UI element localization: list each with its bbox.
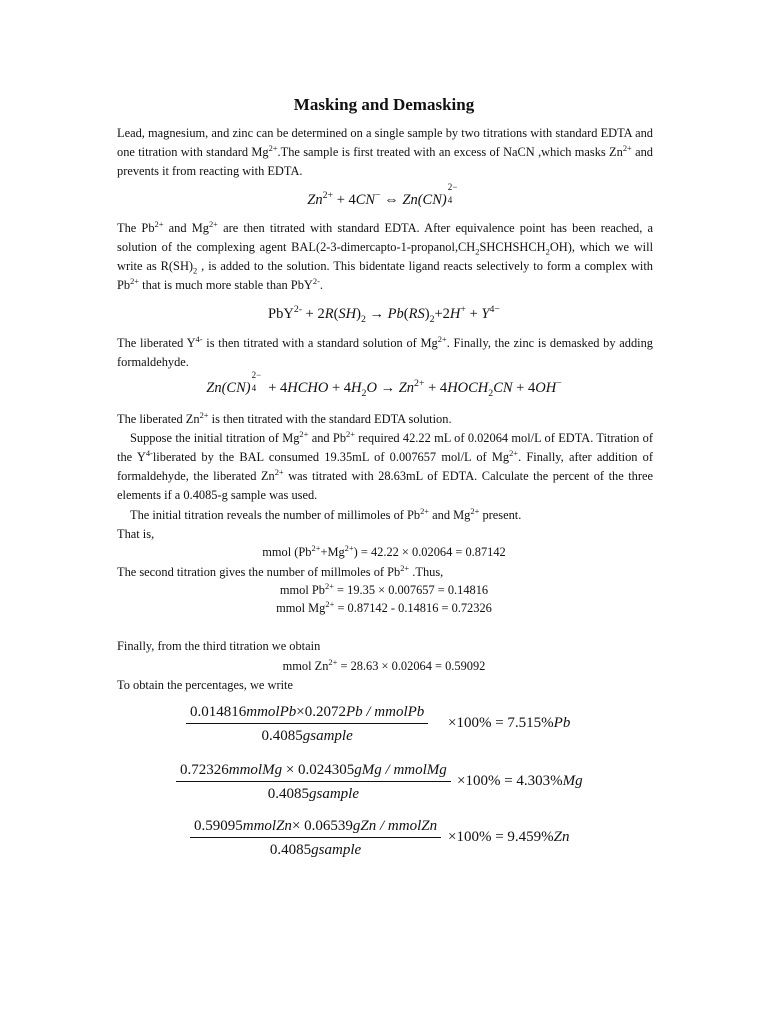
- result: ×100% = 7.515%Pb: [448, 715, 571, 731]
- page-title: Masking and Demasking: [293, 95, 475, 114]
- numerator: 0.59095mmolZn× 0.06539gZn / mmolZn: [190, 818, 441, 838]
- paragraph-third-titration: Finally, from the third titration we obtain: [117, 639, 321, 653]
- calc-mmol-pb: mmol $Pb^{2+} = 19.35 \times 0.007657 = 0.14816$: [279, 580, 489, 597]
- calc-mmol-pb-mg: mmol $(Pb^{2+}+Mg^{2+}) = 42.22 \times 0.02064 = 0.87142$: [262, 542, 506, 559]
- paragraph-second-titration: The second titration gives the number of millmoles of $Pb^{2+}$ .Thus,: [117, 562, 444, 579]
- paragraph-percentages: To obtain the percentages, we write: [117, 678, 293, 692]
- paragraph-initial-titration: The initial titration reveals the number of millimoles of $Pb^{2+}$ and $Mg^{2+}$ present.: [130, 505, 522, 522]
- numerator: 0.72326mmolMg × 0.024305gMg / mmolMg: [176, 762, 451, 782]
- fraction-percent-pb: [186, 704, 571, 744]
- fraction-percent-mg: [176, 762, 583, 802]
- equation-bal-reaction: $PbY^{2-} + 2R(SH)_2 \to Pb(RS)_2+2H^+ + Y^{4-}$: [268, 304, 500, 325]
- paragraph-problem: Suppose the initial titration of $Mg^{2+}$ and $Pb^{2+}$ required 42.22 mL of 0.02064 mol/L of EDTA. Titration of the $Y^{4-}liberated$ by the BAL consumed 19.35mL of 0.007657 mol/L of $Mg^{2+}$. Finally, after addition of formaldehyde, the liberated $Zn^{2+}$ was titrated with 28.63mL of EDTA. Calculate the percent of the three elements if a 0.4085-g sample was used.: [117, 428, 653, 502]
- equation-zinc-cyanide: $Zn^{2+} + 4CN^-$ ⇔ Zn(CN) 2− 4: [307, 182, 458, 208]
- result: ×100% = 4.303%Mg: [457, 773, 583, 789]
- denominator: 0.4085gsample: [269, 842, 362, 858]
- numerator: 0.014816mmolPb×0.2072Pb / mmolPb: [186, 704, 428, 724]
- equation-formaldehyde: Zn(CN) 2− 4 + 4HCHO + $4H_2O \to Zn^{2+}$ + $4HOCH_2CN + 4OH^-$: [206, 370, 562, 399]
- paragraph-demasking: The liberated $Y^{4-}$ is then titrated with a standard solution of $Mg^{2+}$. Finally, the zinc is demasked by adding formaldehyde.: [117, 333, 653, 369]
- fraction-percent-zn: [190, 818, 570, 858]
- calc-mmol-mg: mmol $Mg^{2+} = 0.87142 - 0.14816 = 0.72326$: [276, 598, 492, 615]
- paragraph-liberated-zinc: The liberated $Zn^{2+}$ is then titrated with the standard EDTA solution.: [117, 409, 452, 426]
- denominator: 0.4085gsample: [261, 728, 353, 744]
- denominator: 0.4085gsample: [267, 786, 360, 802]
- calc-mmol-zn: mmol $Zn^{2+} = 28.63 \times 0.02064 = 0.59092$: [282, 656, 486, 673]
- that-is-label: That is,: [117, 527, 155, 541]
- paragraph-bal: The $Pb^{2+}$ and $Mg^{2+}$ are then titrated with standard EDTA. After equivalence point has been reached, a solution of the complexing agent $BAL(2-3-dimercapto-1-propanol,CH_2SHCHSHCH_2OH)$, which we will write as $R(SH)_2$ , is added to the solution. This bidentate ligand reacts selectively to form a complex with $Pb^{2+}$ that is much more stable than PbY$^{2-}$.: [117, 218, 654, 292]
- paragraph-intro: Lead, magnesium, and zinc can be determined on a single sample by two titrations with standard EDTA and one titration with standard $Mg^{2+}.The$ sample is first treated with an excess of NaCN ,which masks $Zn^{2+}$ and prevents it from reacting with EDTA.: [117, 126, 653, 178]
- result: ×100% = 9.459%Zn: [448, 829, 570, 845]
